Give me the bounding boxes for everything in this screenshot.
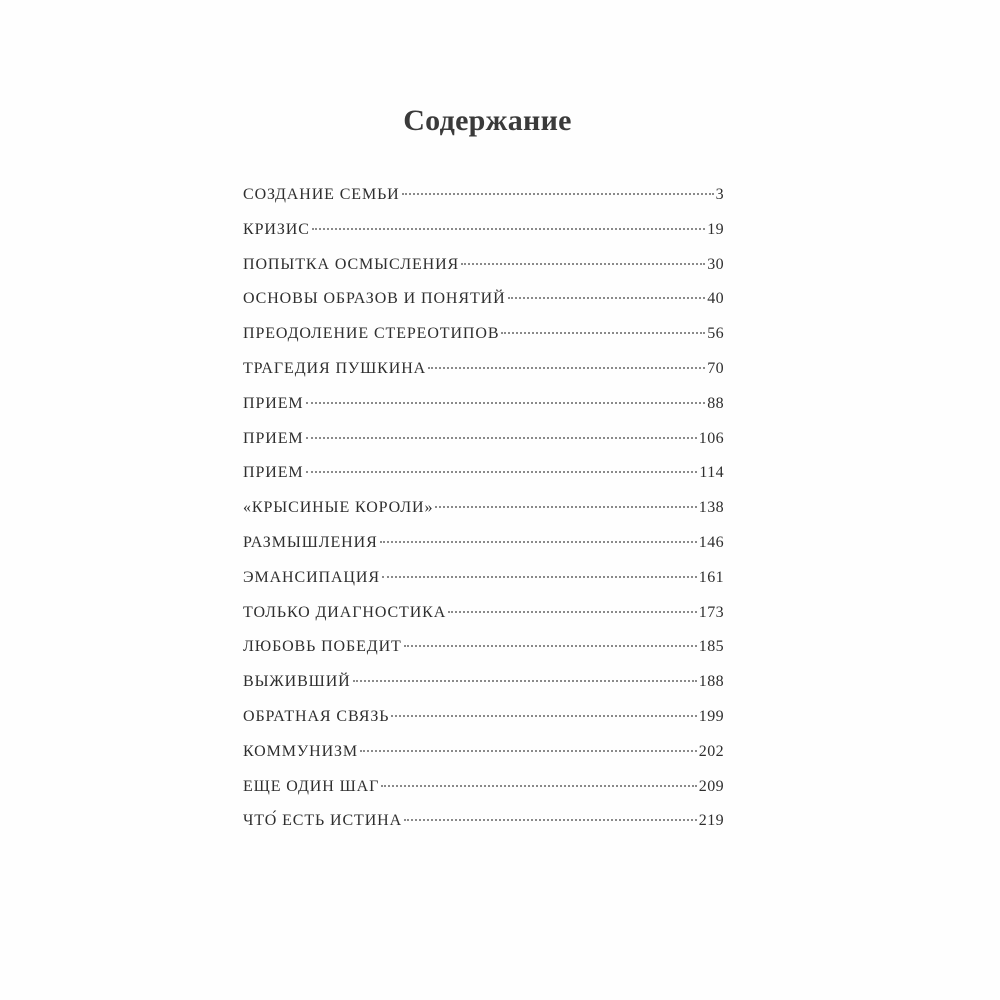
toc-entry-page: 146: [698, 533, 724, 551]
toc-entry-title: ЛЮБОВЬ ПОБЕДИТ: [243, 638, 402, 656]
toc-entry-page: 173: [698, 603, 724, 621]
toc-entry-title: ЭМАНСИПАЦИЯ: [243, 568, 380, 586]
toc-entry-page: 199: [698, 707, 724, 725]
page-title: Содержание: [403, 104, 572, 137]
dot-leader: [380, 541, 697, 543]
toc-entry: [243, 493, 724, 528]
toc-entry-title: ПРИЕМ: [243, 394, 304, 412]
toc-entry-title: ТРАГЕДИЯ ПУШКИНА: [243, 359, 427, 377]
toc-entry-page: 202: [698, 742, 724, 760]
toc-entry-title: ПРИЕМ: [243, 429, 304, 447]
toc-entry: [243, 458, 724, 493]
toc-entry: [243, 667, 724, 702]
dot-leader: [404, 645, 697, 647]
dot-leader: [353, 680, 697, 682]
toc-entry-page: 70: [707, 359, 724, 377]
dot-leader: [306, 402, 706, 404]
toc-entry-title: КРИЗИС: [243, 220, 310, 238]
toc-entry-title: ЕЩЕ ОДИН ШАГ: [243, 777, 380, 795]
toc-entry: [243, 284, 724, 319]
toc-entry-title: ЧТО́ ЕСТЬ ИСТИНА: [243, 812, 403, 830]
dot-leader: [382, 576, 697, 578]
toc-entry-title: ОСНОВЫ ОБРАЗОВ И ПОНЯТИЙ: [243, 290, 506, 308]
toc-entry-page: 185: [698, 638, 724, 656]
toc-entry-page: 161: [698, 568, 724, 586]
toc-entry-page: 114: [699, 464, 724, 482]
toc-entry-title: ОБРАТНАЯ СВЯЗЬ: [243, 707, 390, 725]
table-of-contents: [243, 180, 724, 841]
toc-entry-page: 106: [698, 429, 724, 447]
dot-leader: [508, 297, 706, 299]
dot-leader: [312, 228, 705, 230]
dot-leader: [461, 263, 705, 265]
toc-entry-title: «КРЫСИНЫЕ КОРОЛИ»: [243, 499, 434, 517]
toc-entry-page: 209: [698, 777, 724, 795]
dot-leader: [404, 819, 697, 821]
toc-entry-page: 138: [698, 499, 724, 517]
toc-entry-title: ПРИЕМ: [243, 464, 304, 482]
toc-entry: [243, 389, 724, 424]
toc-entry: [243, 215, 724, 250]
toc-entry-title: ВЫЖИВШИЙ: [243, 673, 351, 691]
toc-entry-page: 3: [715, 186, 724, 203]
toc-entry: [243, 250, 724, 285]
toc-entry-title: РАЗМЫШЛЕНИЯ: [243, 533, 378, 551]
dot-leader: [306, 437, 697, 439]
toc-entry-page: 88: [707, 394, 724, 412]
toc-entry: [243, 702, 724, 737]
toc-entry: [243, 806, 724, 841]
toc-entry: [243, 598, 724, 633]
toc-entry: [243, 528, 724, 563]
toc-entry: [243, 563, 724, 598]
toc-entry: [243, 632, 724, 667]
toc-entry-title: СОЗДАНИЕ СЕМЬИ: [243, 186, 400, 203]
toc-entry: [243, 354, 724, 389]
toc-entry-page: 40: [707, 290, 724, 308]
toc-entry: [243, 319, 724, 354]
dot-leader: [391, 715, 696, 717]
dot-leader: [360, 750, 697, 752]
toc-entry-title: КОММУНИЗМ: [243, 742, 359, 760]
toc-entry-page: 188: [698, 673, 724, 691]
toc-entry-title: ТОЛЬКО ДИАГНОСТИКА: [243, 603, 447, 621]
toc-entry-title: ПОПЫТКА ОСМЫСЛЕНИЯ: [243, 255, 460, 273]
toc-entry-page: 19: [707, 220, 724, 238]
dot-leader: [402, 193, 714, 195]
toc-entry: [243, 737, 724, 772]
dot-leader: [428, 367, 705, 369]
toc-entry-page: 30: [707, 255, 724, 273]
toc-entry: [243, 772, 724, 807]
dot-leader: [306, 471, 698, 473]
toc-entry-title: ПРЕОДОЛЕНИЕ СТЕРЕОТИПОВ: [243, 325, 500, 343]
dot-leader: [448, 611, 697, 613]
toc-entry-page: 56: [707, 325, 724, 343]
toc-entry-page: 219: [698, 812, 724, 830]
dot-leader: [381, 785, 697, 787]
toc-entry: [243, 424, 724, 459]
dot-leader: [501, 332, 705, 334]
dot-leader: [435, 506, 696, 508]
toc-entry: [243, 180, 724, 215]
